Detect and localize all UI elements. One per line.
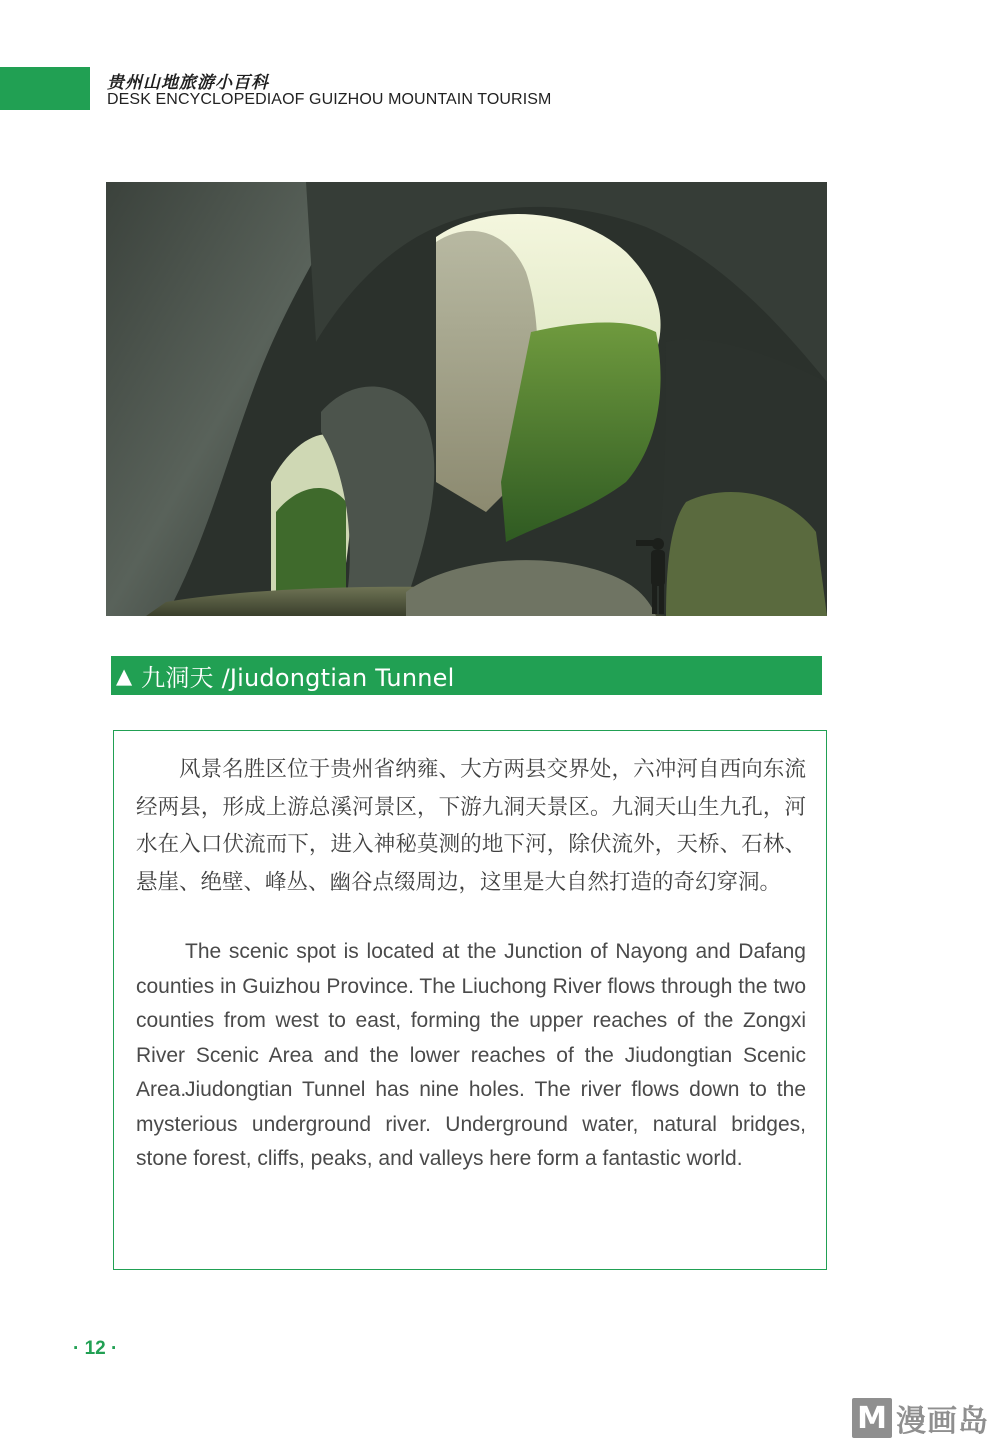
watermark-text: 漫画岛: [896, 1404, 989, 1439]
watermark: [848, 1393, 1000, 1443]
header-accent-bar: [0, 67, 90, 110]
paragraph-english-2: Jiudongtian Tunnel has nine holes. The river flows down to the mysterious underground river. Underground water, natural bridges, stone forest, cliffs, peaks, and valleys here form a fantastic world.: [136, 1078, 806, 1170]
page-number: · 12 ·: [73, 1338, 118, 1359]
section-title: 九洞天 /Jiudongtian Tunnel: [141, 664, 455, 692]
watermark-logo-icon: M: [852, 1398, 892, 1438]
header-title-cn: 贵州山地旅游小百科: [107, 73, 269, 93]
triangle-icon: ▲: [116, 663, 133, 688]
cave-photo: [106, 182, 827, 616]
paragraph-english-1: The scenic spot is located at the Junction of Nayong and Dafang counties in Guizhou Province. The Liuchong River flows through the two counties from west to east, forming the upper reaches of the Zongxi River Scenic Area and the lower reaches of the Jiudongtian Scenic Area.: [136, 940, 806, 1101]
description-box: [113, 730, 827, 1270]
paragraph-chinese: 风景名胜区位于贵州省纳雍、大方两县交界处，六冲河自西向东流经两县，形成上游总溪河景区，下游九洞天景区。九洞天山生九孔，河水在入口伏流而下，进入神秘莫测的地下河，除伏流外，天桥、石林、悬崖、绝壁、峰丛、幽谷点缀周边，这里是大自然打造的奇幻穿洞。: [136, 757, 806, 895]
section-heading-bar: [111, 656, 822, 695]
header-title-en: DESK ENCYCLOPEDIAOF GUIZHOU MOUNTAIN TOURISM: [107, 91, 552, 108]
